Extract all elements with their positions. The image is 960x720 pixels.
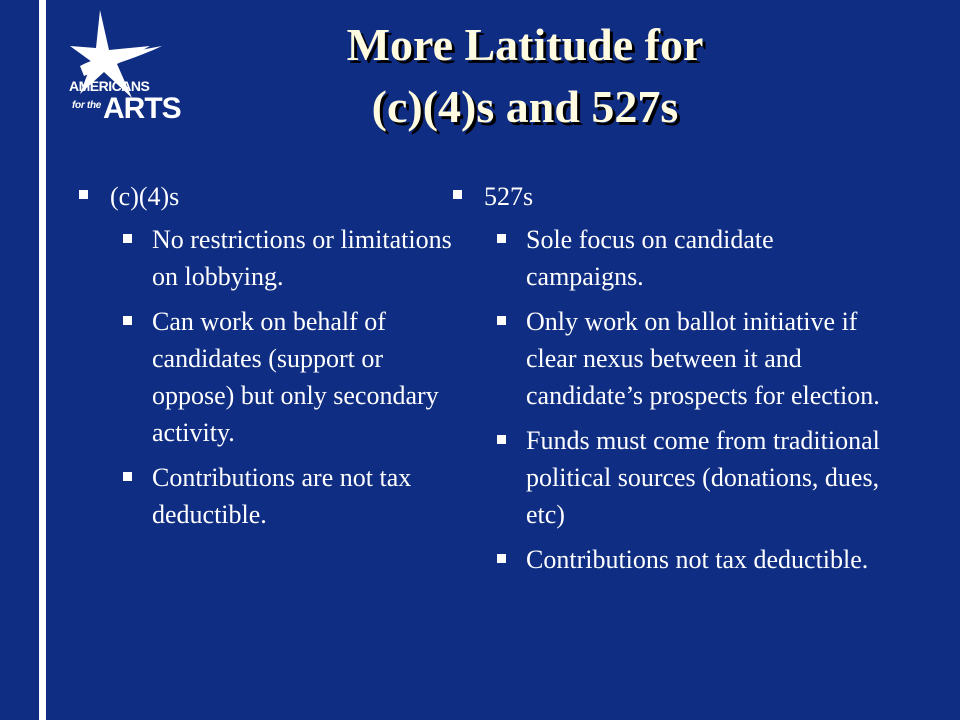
right-bullet-text: Funds must come from traditional political sources (donations, dues, etc) — [526, 426, 880, 529]
left-margin-band — [0, 0, 39, 720]
square-bullet-icon — [123, 316, 132, 325]
left-bullet-text: No restrictions or limitations on lobbying. — [152, 225, 452, 291]
left-bullet-item — [118, 459, 456, 533]
right-heading: 527s — [484, 182, 534, 211]
left-column — [76, 178, 456, 541]
right-bullet-item — [492, 303, 890, 414]
right-column — [450, 178, 890, 586]
right-heading-item — [450, 178, 890, 215]
right-bullet-item — [492, 422, 890, 533]
right-bullet-text: Only work on ballot initiative if clear nexus between it and candidate’s prospects for election. — [526, 307, 880, 410]
left-bullet-item — [118, 303, 456, 451]
left-bullet-text: Can work on behalf of candidates (support or oppose) but only secondary activity. — [152, 307, 439, 447]
logo-text-americans: AMERICANS — [69, 78, 150, 94]
logo-text-arts-big: ARTS — [103, 92, 181, 125]
left-white-stripe — [39, 0, 46, 720]
left-bullet-item — [118, 221, 456, 295]
slide-title-line2: (c)(4)s and 527s — [371, 81, 679, 132]
square-bullet-icon — [123, 234, 132, 243]
left-bullet-text: Contributions are not tax deductible. — [152, 463, 412, 529]
slide-title — [180, 14, 870, 138]
square-bullet-icon — [453, 190, 462, 199]
right-bullet-item — [492, 221, 890, 295]
square-bullet-icon — [123, 472, 132, 481]
slide-title-line1: More Latitude for — [346, 19, 704, 70]
square-bullet-icon — [497, 435, 506, 444]
square-bullet-icon — [497, 234, 506, 243]
square-bullet-icon — [497, 316, 506, 325]
square-bullet-icon — [497, 554, 506, 563]
right-bullet-item — [492, 541, 890, 578]
right-bullet-text: Contributions not tax deductible. — [526, 545, 869, 574]
right-bullet-text: Sole focus on candidate campaigns. — [526, 225, 774, 291]
logo-text-for-the: for the — [72, 100, 102, 111]
square-bullet-icon — [79, 190, 88, 199]
left-heading-item — [76, 178, 456, 215]
left-heading: (c)(4)s — [110, 182, 180, 211]
logo-text-arts — [72, 92, 181, 126]
